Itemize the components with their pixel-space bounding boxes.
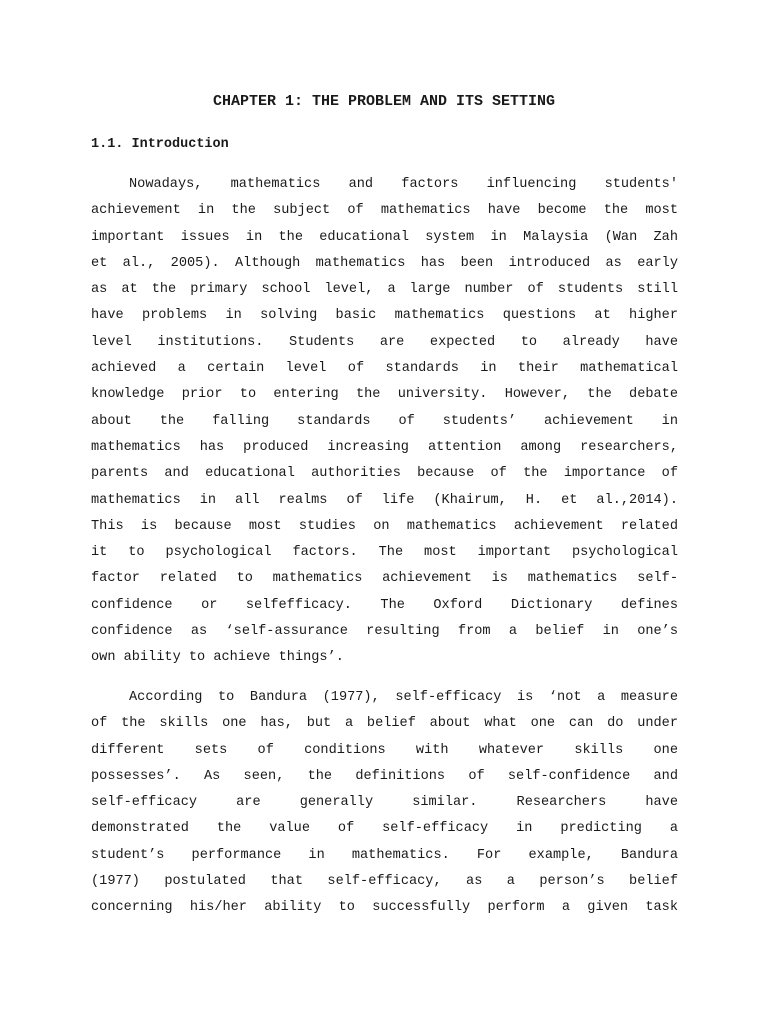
paragraph-line: According to Bandura (1977), self-efficacy is ‘not a measure bbox=[129, 690, 678, 705]
paragraph-line: of the skills one has, but a belief about what one can do under bbox=[91, 716, 678, 732]
paragraph-line: demonstrated the value of self-efficacy in predicting a bbox=[91, 821, 678, 837]
paragraph-line: level institutions. Students are expected to already have bbox=[91, 334, 678, 350]
paragraph-line: mathematics has produced increasing attention among researchers, bbox=[91, 439, 678, 455]
paragraph-line: Nowadays, mathematics and factors influencing students' bbox=[129, 177, 678, 192]
paragraph-line: it to psychological factors. The most important psychological bbox=[91, 545, 678, 561]
paragraph-line: confidence as ‘self-assurance resulting from a belief in one’s bbox=[91, 624, 678, 640]
paragraph-line: et al., 2005). Although mathematics has been introduced as early bbox=[91, 255, 678, 271]
paragraph-line: different sets of conditions with whatever skills one bbox=[91, 742, 678, 758]
paragraph-line: self-efficacy are generally similar. Researchers have bbox=[91, 795, 678, 811]
paragraph-self-efficacy bbox=[91, 685, 678, 922]
paragraph-line: possesses’. As seen, the definitions of self-confidence and bbox=[91, 768, 678, 784]
paragraph-line: concerning his/her ability to successfully perform a given task bbox=[91, 900, 678, 916]
paragraph-line: This is because most studies on mathematics achievement related bbox=[91, 518, 678, 534]
paragraph-line: student’s performance in mathematics. For example, Bandura bbox=[91, 847, 678, 863]
paragraph-line: factor related to mathematics achievement is mathematics self- bbox=[91, 571, 678, 587]
paragraph-line: have problems in solving basic mathematics questions at higher bbox=[91, 308, 678, 324]
paragraph-introduction bbox=[91, 172, 678, 672]
paragraph-line: confidence or selfefficacy. The Oxford Dictionary defines bbox=[91, 597, 678, 613]
paragraph-line: important issues in the educational system in Malaysia (Wan Zah bbox=[91, 229, 678, 245]
paragraph-line: mathematics in all realms of life (Khairum, H. et al.,2014). bbox=[91, 492, 678, 508]
section-heading: 1.1. Introduction bbox=[91, 137, 229, 152]
paragraph-line: knowledge prior to entering the university. However, the debate bbox=[91, 387, 678, 403]
paragraph-line: achievement in the subject of mathematics have become the most bbox=[91, 203, 678, 219]
paragraph-line: (1977) postulated that self-efficacy, as a person’s belief bbox=[91, 874, 678, 890]
paragraph-line: as at the primary school level, a large number of students still bbox=[91, 282, 678, 298]
paragraph-line: achieved a certain level of standards in their mathematical bbox=[91, 361, 678, 377]
paragraph-line: parents and educational authorities because of the importance of bbox=[91, 466, 678, 482]
chapter-title: CHAPTER 1: THE PROBLEM AND ITS SETTING bbox=[212, 93, 556, 110]
paragraph-line: about the falling standards of students’ achievement in bbox=[91, 413, 678, 429]
paragraph-line: own ability to achieve things’. bbox=[91, 650, 344, 666]
